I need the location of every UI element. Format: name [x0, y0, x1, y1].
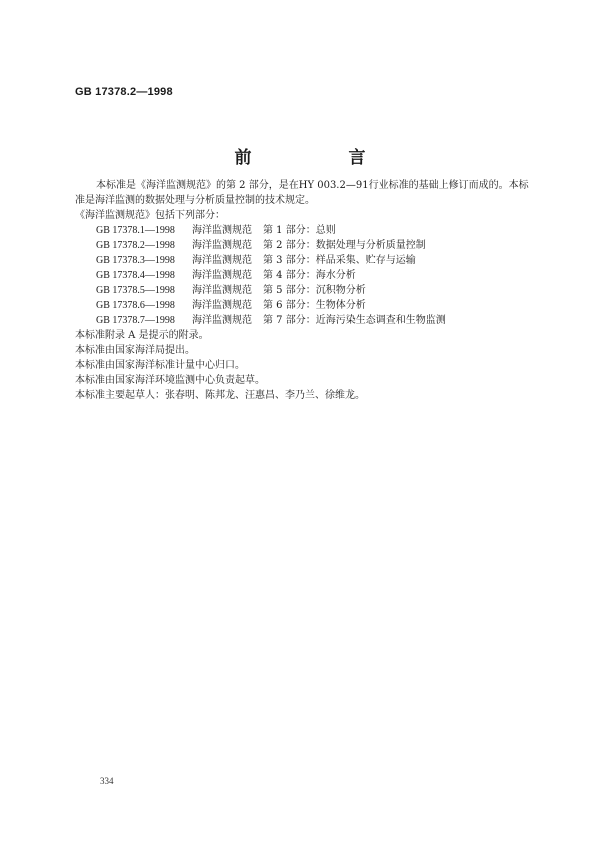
part-code: GB 17378.2—1998 [96, 240, 175, 251]
part-description: 第 6 部分：生物体分析 [263, 300, 366, 311]
foreword-title: 前 言 [234, 148, 406, 168]
part-code: GB 17378.7—1998 [96, 315, 175, 326]
drafters-list: 本标准主要起草人：张春明、陈邦龙、汪惠昌、李乃兰、徐维龙。 [75, 390, 365, 401]
administrator-statement: 本标准由国家海洋标准计量中心归口。 [75, 360, 245, 371]
parts-list [75, 223, 530, 328]
part-code: GB 17378.1—1998 [96, 225, 175, 236]
foreword-body [75, 178, 530, 403]
intro-paragraph: 本标准是《海洋监测规范》的第 2 部分，是在HY 003.2—91行业标准的基础上修订而成的。本标准是海洋监测的数据处理与分析质量控制的技术规定。 [75, 180, 529, 206]
part-code: GB 17378.5—1998 [96, 285, 175, 296]
part-name: 海洋监测规范 [192, 285, 252, 296]
standard-code-header: GB 17378.2—1998 [75, 86, 173, 98]
part-row-3 [75, 253, 530, 268]
part-code: GB 17378.3—1998 [96, 255, 175, 266]
part-name: 海洋监测规范 [192, 255, 252, 266]
part-description: 第 4 部分：海水分析 [263, 270, 356, 281]
part-row-1 [75, 223, 530, 238]
part-code: GB 17378.4—1998 [96, 270, 175, 281]
part-description: 第 3 部分：样品采集、贮存与运输 [263, 255, 416, 266]
drafter-statement: 本标准由国家海洋环境监测中心负责起草。 [75, 375, 265, 386]
part-code: GB 17378.6—1998 [96, 300, 175, 311]
proposer-statement: 本标准由国家海洋局提出。 [75, 345, 195, 356]
parts-intro: 《海洋监测规范》包括下列部分： [75, 210, 225, 221]
part-row-2 [75, 238, 530, 253]
part-name: 海洋监测规范 [192, 300, 252, 311]
part-name: 海洋监测规范 [192, 270, 252, 281]
part-name: 海洋监测规范 [192, 315, 252, 326]
page-number: 334 [100, 776, 114, 786]
part-description: 第 1 部分：总则 [263, 225, 336, 236]
part-description: 第 5 部分：沉积物分析 [263, 285, 366, 296]
part-row-4 [75, 268, 530, 283]
part-description: 第 2 部分：数据处理与分析质量控制 [263, 240, 426, 251]
part-name: 海洋监测规范 [192, 225, 252, 236]
part-row-6 [75, 298, 530, 313]
appendix-statement: 本标准附录 A 是提示的附录。 [75, 330, 209, 341]
part-row-7 [75, 313, 530, 328]
part-name: 海洋监测规范 [192, 240, 252, 251]
part-row-5 [75, 283, 530, 298]
part-description: 第 7 部分：近海污染生态调查和生物监测 [263, 315, 446, 326]
